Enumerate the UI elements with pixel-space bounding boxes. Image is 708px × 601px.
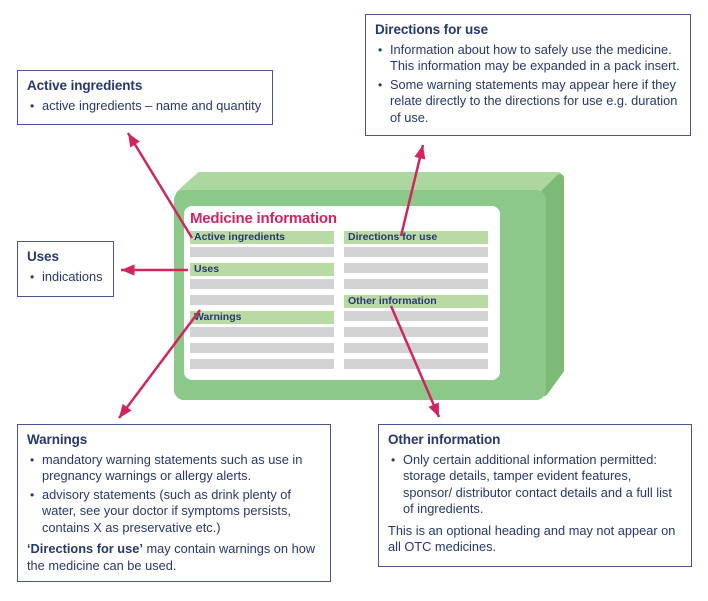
package-section-header: Active ingredients — [190, 231, 334, 244]
callout-uses — [17, 241, 114, 297]
package-text-line — [190, 359, 334, 369]
bullet-list — [27, 98, 263, 115]
callout-note: This is an optional heading and may not appear on all OTC medicines. — [388, 522, 676, 554]
bullet-list — [375, 42, 681, 127]
package-front-face — [174, 190, 546, 400]
package-text-line — [190, 343, 334, 353]
bullet-item: • mandatory warning statements such as use in pregnancy warnings or allergy alerts. — [27, 452, 321, 485]
bullet-item: • Information about how to safely use the medicine. This information may be expanded in a pack insert. — [375, 42, 681, 75]
callout-note-bold: ‘Directions for use’ — [27, 541, 143, 556]
callout-directions-for-use — [365, 14, 691, 136]
package-section-header: Uses — [190, 263, 334, 276]
package-text-line — [344, 247, 488, 257]
bullet-item: • indications — [27, 269, 104, 286]
package-columns — [190, 231, 488, 375]
package-column-left — [190, 231, 334, 375]
callout-other-information — [378, 424, 692, 567]
callout-warnings — [17, 424, 331, 582]
bullet-list — [27, 269, 104, 286]
callout-title: Warnings — [27, 432, 88, 447]
bullet-item: • Some warning statements may appear here if they relate directly to the directions for use e.g. duration of use. — [375, 77, 681, 127]
callout-note — [27, 541, 321, 574]
package-side-face — [544, 178, 560, 392]
package-section-header: Other information — [344, 295, 488, 308]
package-text-line — [190, 295, 334, 305]
package-text-line — [190, 247, 334, 257]
package-text-line — [344, 311, 488, 321]
package-text-line — [344, 359, 488, 369]
package-column-right — [344, 231, 488, 375]
package-title: Medicine information — [190, 210, 337, 227]
callout-note-text: may contain warnings on how the medicine can be used. — [27, 541, 316, 573]
bullet-item: • active ingredients – name and quantity — [27, 98, 263, 115]
package-text-line — [344, 327, 488, 337]
package-label-panel — [184, 206, 500, 380]
package-text-line — [344, 263, 488, 273]
callout-title: Active ingredients — [27, 78, 143, 93]
package-section-header: Directions for use — [344, 231, 488, 244]
bullet-item: • Only certain additional information permitted: storage details, tamper evident features, sponsor/ distributor contact details and a full list of ingredients. — [388, 452, 682, 518]
package-section-header: Warnings — [190, 311, 334, 324]
bullet-list — [388, 452, 682, 518]
package-text-line — [190, 327, 334, 337]
callout-title: Directions for use — [375, 22, 488, 37]
package-text-line — [190, 279, 334, 289]
callout-active-ingredients — [17, 70, 273, 125]
bullet-list — [27, 452, 321, 537]
callout-title: Uses — [27, 249, 59, 264]
package-text-line — [344, 343, 488, 353]
bullet-item: • advisory statements (such as drink plenty of water, see your doctor if symptoms persists, contains X as preservative etc.) — [27, 487, 321, 537]
callout-title: Other information — [388, 432, 501, 447]
package-text-line — [344, 279, 488, 289]
